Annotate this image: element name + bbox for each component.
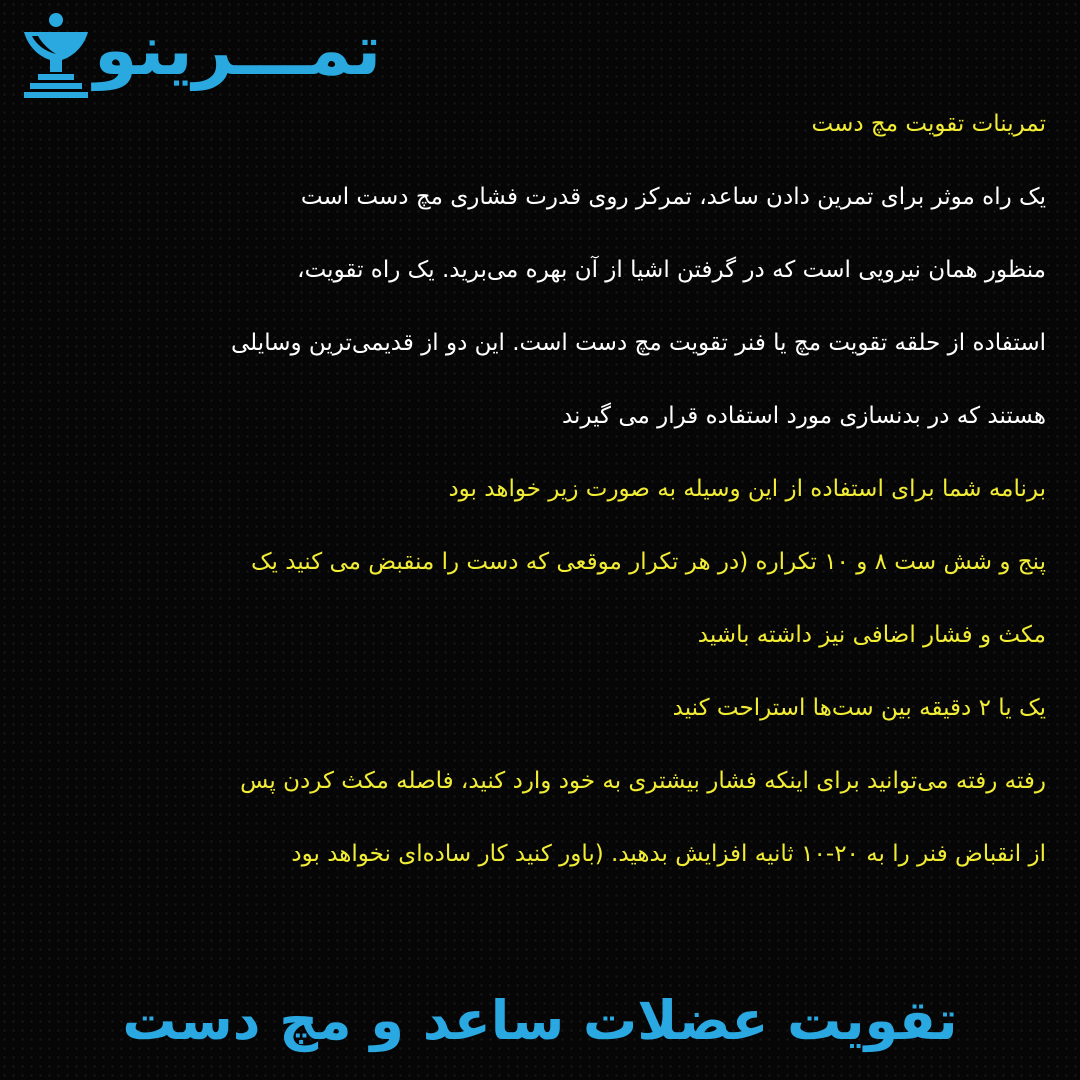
program-intro-line: برنامه شما برای استفاده از این وسیله به صورت زیر خواهد بود bbox=[448, 476, 1046, 502]
program-line: پنج و شش ست ۸ و ۱۰ تکراره (در هر تکرار موقعی که دست را منقبض می کنید یک bbox=[250, 549, 1046, 575]
program-line: مکث و فشار اضافی نیز داشته باشید bbox=[697, 622, 1046, 648]
paragraph-line: استفاده از حلقه تقویت مچ یا فنر تقویت مچ دست است. این دو از قدیمی‌ترین وسایلی bbox=[231, 330, 1046, 356]
brand-logo bbox=[14, 6, 444, 98]
footer-title: تقویت عضلات ساعد و مچ دست bbox=[122, 989, 958, 1052]
program-line: رفته رفته می‌توانید برای اینکه فشار بیشتری به خود وارد کنید، فاصله مکث کردن پس bbox=[240, 768, 1046, 794]
paragraph-line: هستند که در بدنسازی مورد استفاده قرار می گیرند bbox=[561, 403, 1046, 429]
goblet-trophy-icon bbox=[18, 10, 96, 98]
brand-name: تمـــرینو bbox=[94, 9, 382, 91]
article-body bbox=[40, 98, 1046, 901]
paragraph-line: یک راه موثر برای تمرین دادن ساعد، تمرکز روی قدرت فشاری مچ دست است bbox=[300, 184, 1046, 210]
article-heading: تمرینات تقویت مچ دست bbox=[811, 111, 1046, 137]
paragraph-line: منظور همان نیرویی است که در گرفتن اشیا از آن بهره می‌برید. یک راه تقویت، bbox=[297, 257, 1046, 283]
program-line: از انقباض فنر را به ۲۰-۱۰ ثانیه افزایش بدهید. (باور کنید کار ساده‌ای نخواهد بود bbox=[291, 841, 1046, 867]
program-line: یک یا ۲ دقیقه بین ست‌ها استراحت کنید bbox=[672, 695, 1046, 721]
